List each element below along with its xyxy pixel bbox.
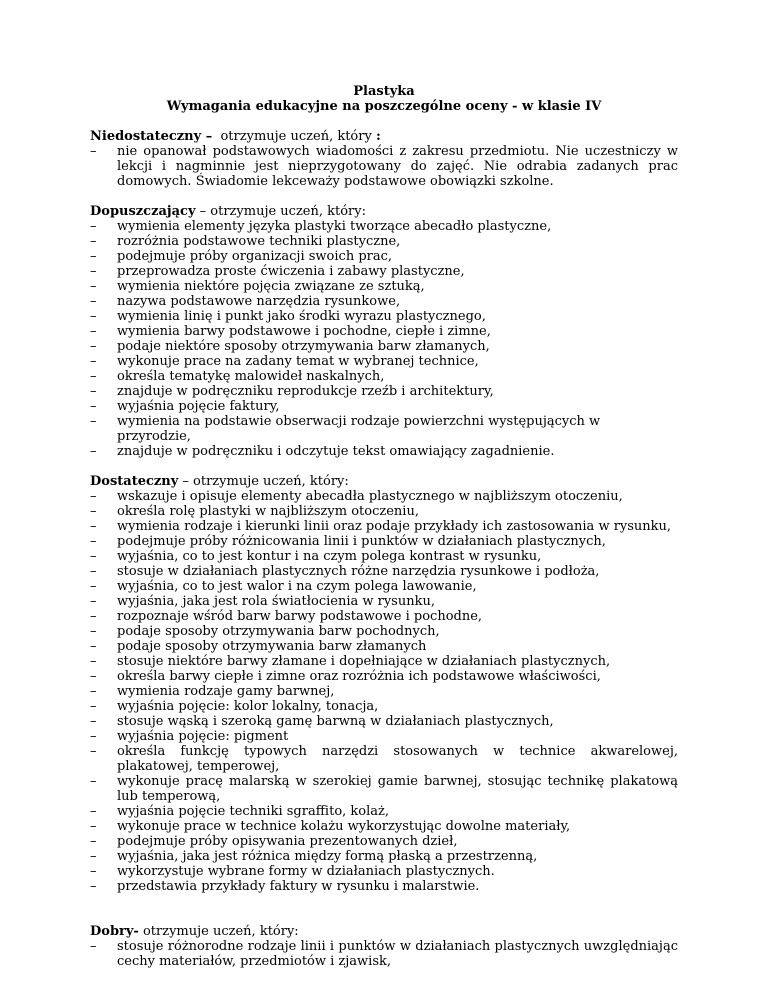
requirement-text: podejmuje próby opisywania prezentowanych dzieł,	[117, 834, 458, 849]
requirement-item	[90, 849, 678, 864]
dash-bullet: –	[90, 714, 97, 729]
dash-bullet: –	[90, 534, 97, 549]
grade-label: Niedostateczny –	[90, 129, 213, 144]
requirement-item	[90, 714, 678, 729]
grade-intro: – otrzymuje uczeń, który:	[195, 204, 366, 219]
requirement-text: wymienia rodzaje i kierunki linii oraz podaje przykłady ich zastosowania w rysunku,	[117, 519, 672, 534]
requirement-item	[90, 744, 678, 774]
section-heading	[90, 924, 678, 939]
dash-bullet: –	[90, 864, 97, 879]
requirement-list	[90, 939, 678, 969]
requirement-item	[90, 669, 678, 684]
document-page	[90, 84, 678, 969]
requirement-item	[90, 444, 678, 459]
dash-bullet: –	[90, 774, 97, 789]
dash-bullet: –	[90, 654, 97, 669]
dash-bullet: –	[90, 294, 97, 309]
requirement-item	[90, 339, 678, 354]
requirement-text: wyjaśnia pojęcie: pigment	[117, 729, 289, 744]
requirement-list	[90, 144, 678, 189]
requirement-item	[90, 549, 678, 564]
requirement-text: wykonuje pracę malarską w szerokiej gamie barwnej, stosując technikę plakatową lub temperową,	[117, 774, 678, 804]
requirement-item	[90, 564, 678, 579]
section-heading	[90, 204, 678, 219]
requirement-item	[90, 489, 678, 504]
dash-bullet: –	[90, 219, 97, 234]
dash-bullet: –	[90, 879, 97, 894]
dash-bullet: –	[90, 384, 97, 399]
requirement-item	[90, 504, 678, 519]
requirement-item	[90, 309, 678, 324]
requirement-text: wymienia rodzaje gamy barwnej,	[117, 684, 335, 699]
dash-bullet: –	[90, 399, 97, 414]
dash-bullet: –	[90, 609, 97, 624]
dash-bullet: –	[90, 279, 97, 294]
requirement-text: wyjaśnia, jaka jest rola światłocienia w rysunku,	[117, 594, 435, 609]
grade-intro: otrzymuje uczeń, który:	[138, 924, 299, 939]
dash-bullet: –	[90, 624, 97, 639]
dash-bullet: –	[90, 249, 97, 264]
requirement-item	[90, 624, 678, 639]
requirement-item	[90, 534, 678, 549]
dash-bullet: –	[90, 369, 97, 384]
section-dostateczny	[90, 474, 678, 894]
requirement-item	[90, 879, 678, 894]
requirement-text: określa tematykę malowideł naskalnych,	[117, 369, 385, 384]
requirement-item	[90, 804, 678, 819]
requirement-item	[90, 864, 678, 879]
requirement-text: wyjaśnia, co to jest walor i na czym polega lawowanie,	[117, 579, 477, 594]
requirement-text: określa rolę plastyki w najbliższym otoczeniu,	[117, 504, 419, 519]
requirement-item	[90, 834, 678, 849]
dash-bullet: –	[90, 699, 97, 714]
requirement-item	[90, 939, 678, 969]
requirement-text: wyjaśnia pojęcie: kolor lokalny, tonacja,	[117, 699, 379, 714]
section-heading	[90, 474, 678, 489]
requirement-text: znajduje w podręczniku reprodukcje rzeźb i architektury,	[117, 384, 494, 399]
grade-label: Dopuszczający	[90, 204, 196, 219]
requirement-text: określa barwy ciepłe i zimne oraz rozróżnia ich podstawowe właściwości,	[117, 669, 601, 684]
requirement-item	[90, 729, 678, 744]
dash-bullet: –	[90, 324, 97, 339]
dash-bullet: –	[90, 819, 97, 834]
dash-bullet: –	[90, 684, 97, 699]
dash-bullet: –	[90, 834, 97, 849]
requirement-item	[90, 699, 678, 714]
section-dobry	[90, 924, 678, 969]
dash-bullet: –	[90, 444, 97, 459]
grade-colon: :	[375, 129, 381, 144]
requirement-text: określa funkcję typowych narzędzi stosowanych w technice akwarelowej, plakatowej, temperowej,	[117, 744, 678, 774]
requirement-item	[90, 684, 678, 699]
requirement-item	[90, 414, 678, 444]
requirement-item	[90, 399, 678, 414]
requirement-text: stosuje różnorodne rodzaje linii i punktów w działaniach plastycznych uwzględniając cechy materiałów, przedmiotów i zjawisk,	[117, 939, 678, 969]
requirement-item	[90, 579, 678, 594]
requirement-text: podejmuje próby organizacji swoich prac,	[117, 249, 393, 264]
requirement-text: rozpoznaje wśród barw barwy podstawowe i pochodne,	[117, 609, 483, 624]
section-dopuszczajacy	[90, 204, 678, 459]
requirement-item	[90, 324, 678, 339]
requirement-text: nazywa podstawowe narzędzia rysunkowe,	[117, 294, 401, 309]
grade-intro: – otrzymuje uczeń, który:	[178, 474, 349, 489]
requirement-text: wyjaśnia, co to jest kontur i na czym polega kontrast w rysunku,	[117, 549, 542, 564]
requirement-text: wykorzystuje wybrane formy w działaniach plastycznych.	[117, 864, 495, 879]
document-subtitle: Wymagania edukacyjne na poszczególne oceny - w klasie IV	[166, 99, 602, 114]
requirement-item	[90, 234, 678, 249]
section-niedostateczny	[90, 129, 678, 189]
dash-bullet: –	[90, 309, 97, 324]
section-heading	[90, 129, 678, 144]
requirement-text: stosuje wąską i szeroką gamę barwną w działaniach plastycznych,	[117, 714, 554, 729]
dash-bullet: –	[90, 564, 97, 579]
requirement-text: podejmuje próby różnicowania linii i punktów w działaniach plastycznych,	[117, 534, 606, 549]
requirement-text: wymienia na podstawie obserwacji rodzaje powierzchni występujących w przyrodzie,	[117, 414, 601, 444]
requirement-item	[90, 264, 678, 279]
requirement-list	[90, 219, 678, 459]
document-title: Plastyka	[353, 84, 415, 99]
grade-intro: otrzymuje uczeń, który	[212, 129, 376, 144]
requirement-text: podaje sposoby otrzymywania barw złamanych	[117, 639, 427, 654]
requirement-text: wyjaśnia pojęcie faktury,	[117, 399, 280, 414]
dash-bullet: –	[90, 729, 97, 744]
requirement-item	[90, 609, 678, 624]
requirement-item	[90, 279, 678, 294]
dash-bullet: –	[90, 144, 97, 159]
requirement-item	[90, 594, 678, 609]
requirement-text: wymienia barwy podstawowe i pochodne, ciepłe i zimne,	[117, 324, 491, 339]
grade-label: Dostateczny	[90, 474, 179, 489]
dash-bullet: –	[90, 744, 97, 759]
requirement-text: wskazuje i opisuje elementy abecadła plastycznego w najbliższym otoczeniu,	[117, 489, 623, 504]
requirement-text: przedstawia przykłady faktury w rysunku i malarstwie.	[117, 879, 480, 894]
dash-bullet: –	[90, 489, 97, 504]
grade-label: Dobry-	[90, 924, 139, 939]
dash-bullet: –	[90, 354, 97, 369]
requirement-item	[90, 819, 678, 834]
dash-bullet: –	[90, 264, 97, 279]
requirement-item	[90, 354, 678, 369]
requirement-text: stosuje w działaniach plastycznych różne narzędzia rysunkowe i podłoża,	[117, 564, 600, 579]
requirement-item	[90, 384, 678, 399]
requirement-text: podaje sposoby otrzymywania barw pochodnych,	[117, 624, 440, 639]
dash-bullet: –	[90, 234, 97, 249]
dash-bullet: –	[90, 414, 97, 429]
requirement-item	[90, 654, 678, 669]
requirement-item	[90, 774, 678, 804]
dash-bullet: –	[90, 594, 97, 609]
requirement-item	[90, 144, 678, 189]
dash-bullet: –	[90, 579, 97, 594]
requirement-text: wymienia elementy języka plastyki tworzące abecadło plastyczne,	[117, 219, 552, 234]
requirement-item	[90, 249, 678, 264]
requirement-text: wykonuje prace na zadany temat w wybranej technice,	[117, 354, 479, 369]
dash-bullet: –	[90, 849, 97, 864]
requirement-list	[90, 489, 678, 894]
requirement-text: wyjaśnia pojęcie techniki sgraffito, kolaż,	[117, 804, 390, 819]
requirement-text: znajduje w podręczniku i odczytuje tekst omawiający zagadnienie.	[117, 444, 555, 459]
requirement-text: podaje niektóre sposoby otrzymywania barw złamanych,	[117, 339, 490, 354]
dash-bullet: –	[90, 939, 97, 954]
requirement-item	[90, 369, 678, 384]
requirement-item	[90, 519, 678, 534]
requirement-text: wymienia niektóre pojęcia związane ze sztuką,	[117, 279, 425, 294]
dash-bullet: –	[90, 519, 97, 534]
requirement-text: wykonuje prace w technice kolażu wykorzystując dowolne materiały,	[117, 819, 571, 834]
requirement-text: wymienia linię i punkt jako środki wyrazu plastycznego,	[117, 309, 486, 324]
requirement-item	[90, 219, 678, 234]
requirement-text: nie opanował podstawowych wiadomości z zakresu przedmiotu. Nie uczestniczy w lekcji i nagminnie jest nieprzygotowany do zajęć. Nie odrabia zadanych prac domowych. Świadomie lekceważy podstawowe obowiązki szkolne.	[117, 144, 678, 189]
dash-bullet: –	[90, 804, 97, 819]
requirement-text: rozróżnia podstawowe techniki plastyczne,	[117, 234, 401, 249]
dash-bullet: –	[90, 339, 97, 354]
requirement-item	[90, 294, 678, 309]
requirement-item	[90, 639, 678, 654]
requirement-text: wyjaśnia, jaka jest różnica między formą płaską a przestrzenną,	[117, 849, 538, 864]
dash-bullet: –	[90, 549, 97, 564]
dash-bullet: –	[90, 504, 97, 519]
requirement-text: stosuje niektóre barwy złamane i dopełniające w działaniach plastycznych,	[117, 654, 611, 669]
requirement-text: przeprowadza proste ćwiczenia i zabawy plastyczne,	[117, 264, 465, 279]
dash-bullet: –	[90, 669, 97, 684]
dash-bullet: –	[90, 639, 97, 654]
